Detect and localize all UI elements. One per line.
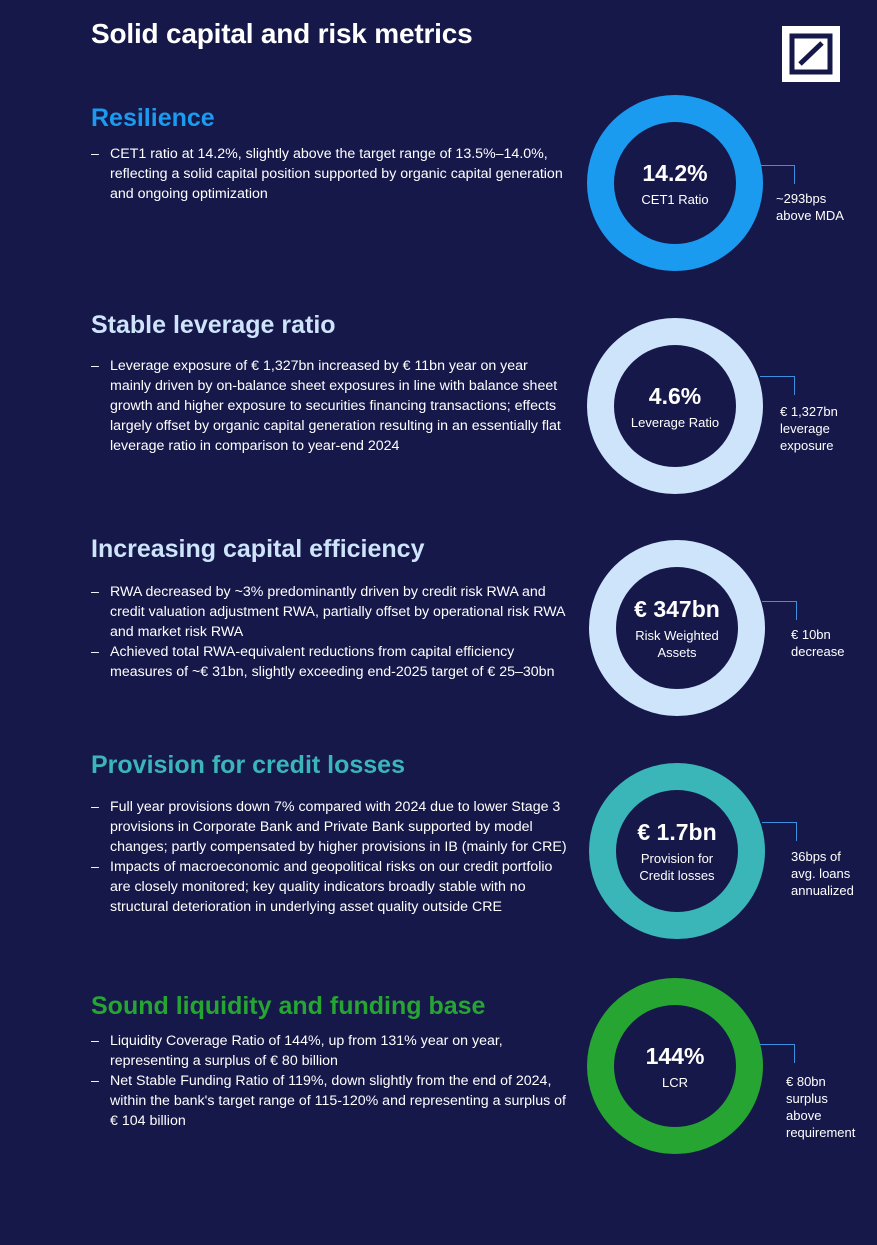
metric-ring — [587, 318, 763, 494]
metric-ring — [589, 763, 765, 939]
bullet-item: – Leverage exposure of € 1,327bn increased by € 11bn year on year mainly driven by on-balance sheet exposures in line with balance sheet growth and higher exposure to securities financing transactions; effects largely offset by organic capital generation resulting in an essentially flat leverage ratio in comparison to year-end 2024 — [91, 356, 571, 456]
bullet-item: – RWA decreased by ~3% predominantly driven by credit risk RWA and credit valuation adjustment RWA, partially offset by operational risk RWA and market risk RWA — [91, 582, 571, 642]
page-title: Solid capital and risk metrics — [91, 18, 473, 49]
metric-value: 144% — [645, 1042, 705, 1069]
bullet-list — [91, 144, 571, 204]
bullet-list — [91, 582, 571, 682]
metric-label: Provision for Credit losses — [639, 851, 715, 883]
metric-ring — [589, 540, 765, 716]
metric-note: 36bps of avg. loans annualized — [791, 849, 854, 898]
metric-note: ~293bps above MDA — [776, 191, 844, 223]
section-heading: Stable leverage ratio — [91, 311, 336, 339]
metric-label: Leverage Ratio — [630, 414, 720, 430]
bullet-list — [91, 797, 571, 917]
metric-label: Risk Weighted Assets — [635, 628, 719, 660]
connector-line — [760, 165, 795, 184]
bullet-item: – Full year provisions down 7% compared with 2024 due to lower Stage 3 provisions in Corporate Bank and Private Bank supported by model changes; partly compensated by higher provisions in IB (mainly for CRE) — [91, 797, 571, 857]
bullet-item: – Achieved total RWA-equivalent reductions from capital efficiency measures of ~€ 31bn, slightly exceeding end-2025 target of € 25–30bn — [91, 642, 571, 682]
bullet-item: – CET1 ratio at 14.2%, slightly above the target range of 13.5%–14.0%, reflecting a solid capital position supported by organic capital generation and ongoing optimization — [91, 144, 571, 204]
bank-logo-icon — [782, 26, 840, 82]
connector-line — [760, 1044, 795, 1063]
section-heading: Provision for credit losses — [91, 751, 405, 779]
section-heading: Resilience — [91, 104, 215, 132]
connector-line — [762, 822, 797, 841]
metric-value: 4.6% — [648, 382, 702, 409]
metric-note: € 10bn decrease — [791, 627, 845, 659]
metric-value: € 347bn — [634, 596, 720, 622]
connector-line — [760, 376, 795, 395]
metric-value: € 1.7bn — [637, 819, 717, 845]
metric-note: € 80bn surplus above requirement — [786, 1074, 856, 1140]
metric-ring — [587, 95, 763, 271]
section-heading: Increasing capital efficiency — [91, 535, 425, 563]
metric-ring — [587, 978, 763, 1154]
metric-value: 14.2% — [642, 159, 708, 186]
bullet-item: – Impacts of macroeconomic and geopolitical risks on our credit portfolio are closely monitored; key quality indicators broadly stable with no structural deterioration in underlying asset quality outside CRE — [91, 857, 571, 917]
bullet-list — [91, 1031, 571, 1131]
bullet-list — [91, 356, 571, 456]
connector-line — [762, 601, 797, 620]
bullet-item: – Net Stable Funding Ratio of 119%, down slightly from the end of 2024, within the bank's target range of 115-120% and representing a surplus of € 104 billion — [91, 1071, 571, 1131]
metric-note: € 1,327bn leverage exposure — [780, 404, 838, 453]
bullet-item: – Liquidity Coverage Ratio of 144%, up from 131% year on year, representing a surplus of € 80 billion — [91, 1031, 571, 1071]
metric-label: LCR — [661, 1074, 688, 1090]
section-heading: Sound liquidity and funding base — [91, 992, 486, 1020]
metric-label: CET1 Ratio — [641, 191, 709, 207]
